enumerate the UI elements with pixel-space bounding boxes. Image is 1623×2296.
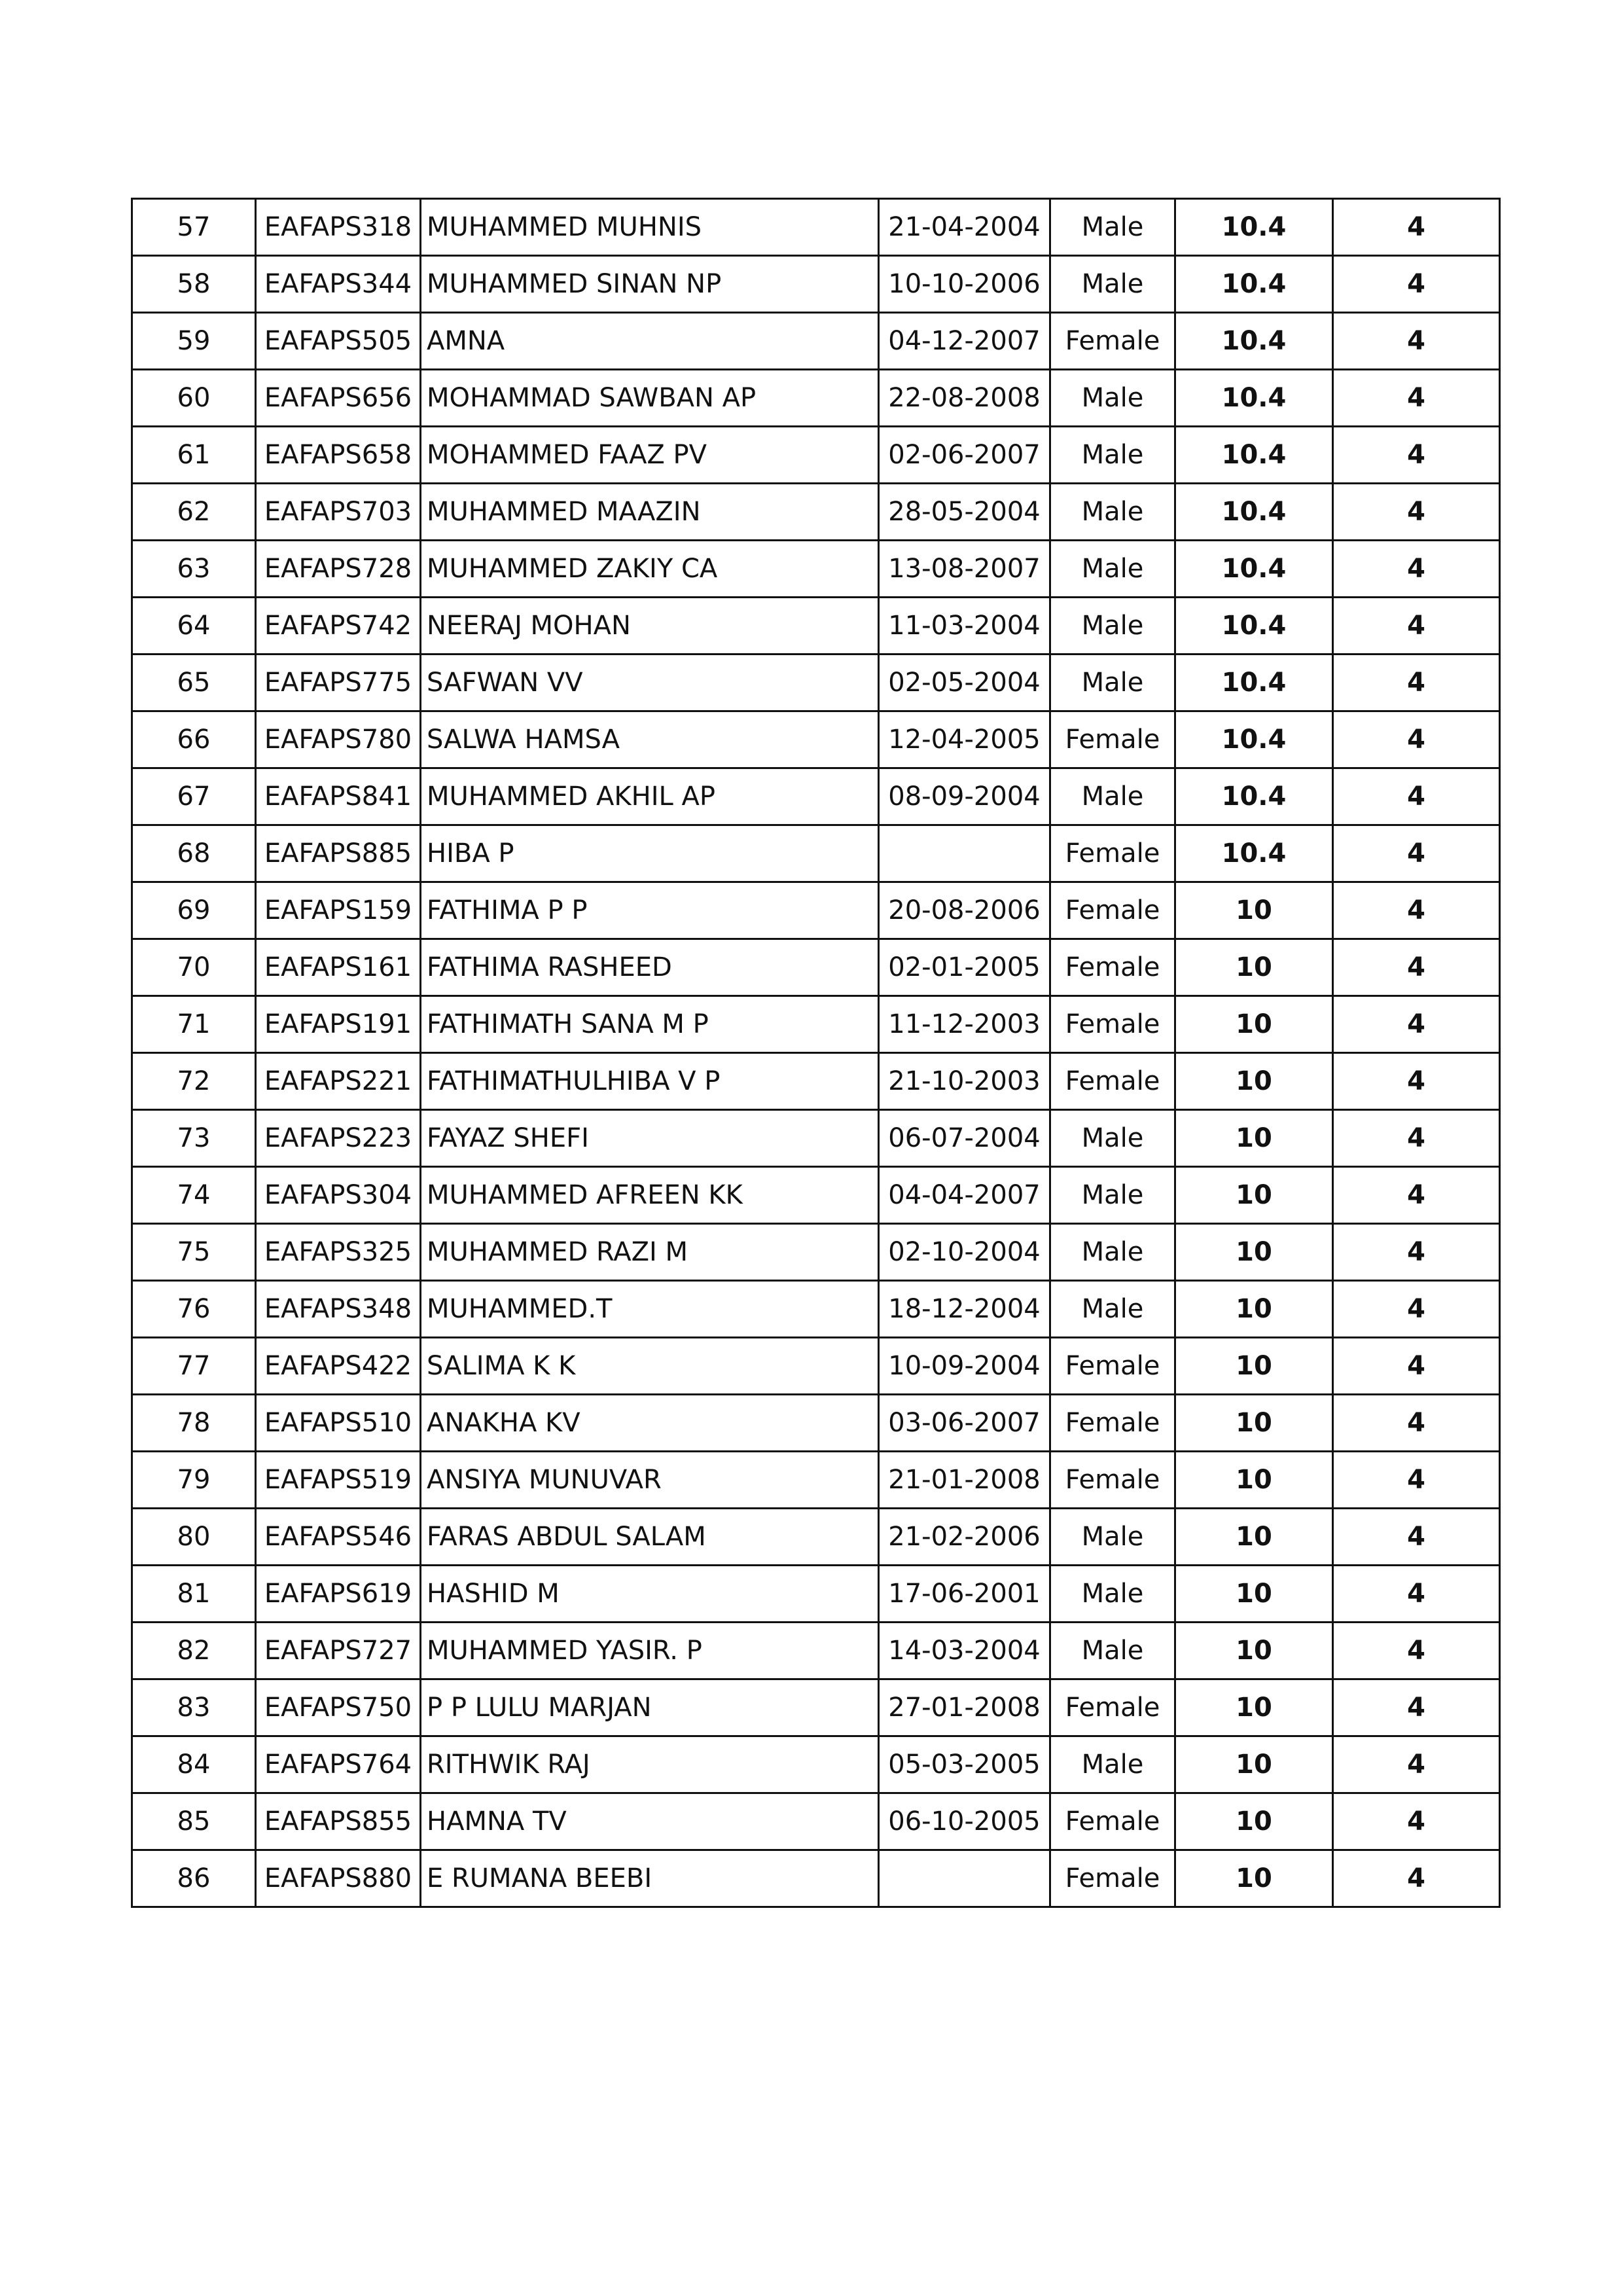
table-row [132, 1623, 1500, 1679]
gender-cell: Male [1050, 427, 1175, 484]
table-row [132, 1509, 1500, 1566]
rank-cell: 4 [1333, 1395, 1500, 1452]
gender-cell: Male [1050, 1167, 1175, 1224]
candidate-name-cell: ANAKHA KV [421, 1395, 879, 1452]
candidate-name-cell: MUHAMMED AKHIL AP [421, 768, 879, 825]
gender-cell: Male [1050, 1623, 1175, 1679]
table-row [132, 427, 1500, 484]
candidate-name-cell: SAFWAN VV [421, 655, 879, 711]
candidate-name-cell: P P LULU MARJAN [421, 1679, 879, 1736]
application-id-cell: EAFAPS855 [256, 1793, 421, 1850]
application-id-cell: EAFAPS318 [256, 199, 421, 256]
rank-cell: 4 [1333, 427, 1500, 484]
date-of-birth-cell: 04-12-2007 [879, 313, 1050, 370]
score-cell: 10 [1175, 1053, 1333, 1110]
rank-cell: 4 [1333, 939, 1500, 996]
date-of-birth-cell: 22-08-2008 [879, 370, 1050, 427]
score-cell: 10 [1175, 1736, 1333, 1793]
serial-number-cell: 63 [132, 541, 256, 598]
table-row [132, 1452, 1500, 1509]
rank-cell: 4 [1333, 256, 1500, 313]
gender-cell: Female [1050, 825, 1175, 882]
gender-cell: Male [1050, 1509, 1175, 1566]
candidate-name-cell: SALWA HAMSA [421, 711, 879, 768]
serial-number-cell: 73 [132, 1110, 256, 1167]
table-row [132, 1395, 1500, 1452]
application-id-cell: EAFAPS658 [256, 427, 421, 484]
application-id-cell: EAFAPS344 [256, 256, 421, 313]
rank-cell: 4 [1333, 1053, 1500, 1110]
rank-cell: 4 [1333, 1793, 1500, 1850]
score-cell: 10 [1175, 996, 1333, 1053]
gender-cell: Female [1050, 1053, 1175, 1110]
serial-number-cell: 74 [132, 1167, 256, 1224]
score-cell: 10 [1175, 882, 1333, 939]
serial-number-cell: 71 [132, 996, 256, 1053]
gender-cell: Male [1050, 484, 1175, 541]
score-cell: 10 [1175, 1566, 1333, 1623]
date-of-birth-cell: 08-09-2004 [879, 768, 1050, 825]
application-id-cell: EAFAPS325 [256, 1224, 421, 1281]
score-cell: 10 [1175, 1110, 1333, 1167]
results-table [131, 198, 1501, 1908]
date-of-birth-cell [879, 1850, 1050, 1907]
candidate-name-cell: FARAS ABDUL SALAM [421, 1509, 879, 1566]
gender-cell: Male [1050, 598, 1175, 655]
gender-cell: Female [1050, 313, 1175, 370]
gender-cell: Female [1050, 1679, 1175, 1736]
rank-cell: 4 [1333, 1224, 1500, 1281]
rank-cell: 4 [1333, 882, 1500, 939]
gender-cell: Male [1050, 199, 1175, 256]
score-cell: 10 [1175, 1224, 1333, 1281]
score-cell: 10 [1175, 1281, 1333, 1338]
serial-number-cell: 67 [132, 768, 256, 825]
candidate-name-cell: ANSIYA MUNUVAR [421, 1452, 879, 1509]
serial-number-cell: 81 [132, 1566, 256, 1623]
table-row [132, 825, 1500, 882]
score-cell: 10.4 [1175, 427, 1333, 484]
table-row [132, 256, 1500, 313]
application-id-cell: EAFAPS880 [256, 1850, 421, 1907]
gender-cell: Female [1050, 711, 1175, 768]
rank-cell: 4 [1333, 541, 1500, 598]
candidate-name-cell: MUHAMMED AFREEN KK [421, 1167, 879, 1224]
table-row [132, 939, 1500, 996]
score-cell: 10.4 [1175, 256, 1333, 313]
gender-cell: Male [1050, 768, 1175, 825]
date-of-birth-cell: 04-04-2007 [879, 1167, 1050, 1224]
rank-cell: 4 [1333, 313, 1500, 370]
candidate-name-cell: MOHAMMED FAAZ PV [421, 427, 879, 484]
candidate-name-cell: NEERAJ MOHAN [421, 598, 879, 655]
candidate-name-cell: MUHAMMED.T [421, 1281, 879, 1338]
table-row [132, 1053, 1500, 1110]
serial-number-cell: 72 [132, 1053, 256, 1110]
gender-cell: Female [1050, 882, 1175, 939]
table-row [132, 598, 1500, 655]
table-row [132, 1793, 1500, 1850]
gender-cell: Male [1050, 1224, 1175, 1281]
date-of-birth-cell: 02-05-2004 [879, 655, 1050, 711]
serial-number-cell: 60 [132, 370, 256, 427]
application-id-cell: EAFAPS656 [256, 370, 421, 427]
table-row [132, 1224, 1500, 1281]
rank-cell: 4 [1333, 1452, 1500, 1509]
table-row [132, 711, 1500, 768]
table-row [132, 1850, 1500, 1907]
serial-number-cell: 77 [132, 1338, 256, 1395]
gender-cell: Male [1050, 1566, 1175, 1623]
table-row [132, 541, 1500, 598]
rank-cell: 4 [1333, 199, 1500, 256]
application-id-cell: EAFAPS223 [256, 1110, 421, 1167]
application-id-cell: EAFAPS728 [256, 541, 421, 598]
score-cell: 10.4 [1175, 655, 1333, 711]
rank-cell: 4 [1333, 484, 1500, 541]
candidate-name-cell: FATHIMA P P [421, 882, 879, 939]
rank-cell: 4 [1333, 1338, 1500, 1395]
candidate-name-cell: SALIMA K K [421, 1338, 879, 1395]
table-row [132, 768, 1500, 825]
application-id-cell: EAFAPS422 [256, 1338, 421, 1395]
candidate-name-cell: HIBA P [421, 825, 879, 882]
rank-cell: 4 [1333, 1566, 1500, 1623]
gender-cell: Female [1050, 1395, 1175, 1452]
rank-cell: 4 [1333, 1736, 1500, 1793]
application-id-cell: EAFAPS703 [256, 484, 421, 541]
date-of-birth-cell: 14-03-2004 [879, 1623, 1050, 1679]
application-id-cell: EAFAPS159 [256, 882, 421, 939]
candidate-name-cell: FATHIMATH SANA M P [421, 996, 879, 1053]
score-cell: 10.4 [1175, 199, 1333, 256]
serial-number-cell: 76 [132, 1281, 256, 1338]
score-cell: 10 [1175, 1793, 1333, 1850]
serial-number-cell: 75 [132, 1224, 256, 1281]
rank-cell: 4 [1333, 370, 1500, 427]
candidate-name-cell: MOHAMMAD SAWBAN AP [421, 370, 879, 427]
table-row [132, 370, 1500, 427]
table-row [132, 996, 1500, 1053]
score-cell: 10.4 [1175, 711, 1333, 768]
gender-cell: Male [1050, 1736, 1175, 1793]
score-cell: 10.4 [1175, 484, 1333, 541]
date-of-birth-cell: 21-04-2004 [879, 199, 1050, 256]
application-id-cell: EAFAPS546 [256, 1509, 421, 1566]
score-cell: 10 [1175, 1850, 1333, 1907]
score-cell: 10.4 [1175, 370, 1333, 427]
score-cell: 10.4 [1175, 825, 1333, 882]
results-sheet [131, 198, 1499, 1908]
candidate-name-cell: MUHAMMED ZAKIY CA [421, 541, 879, 598]
table-row [132, 655, 1500, 711]
application-id-cell: EAFAPS510 [256, 1395, 421, 1452]
table-row [132, 1338, 1500, 1395]
serial-number-cell: 62 [132, 484, 256, 541]
gender-cell: Female [1050, 939, 1175, 996]
rank-cell: 4 [1333, 1509, 1500, 1566]
date-of-birth-cell: 03-06-2007 [879, 1395, 1050, 1452]
date-of-birth-cell: 18-12-2004 [879, 1281, 1050, 1338]
application-id-cell: EAFAPS750 [256, 1679, 421, 1736]
application-id-cell: EAFAPS742 [256, 598, 421, 655]
serial-number-cell: 83 [132, 1679, 256, 1736]
application-id-cell: EAFAPS221 [256, 1053, 421, 1110]
rank-cell: 4 [1333, 655, 1500, 711]
gender-cell: Male [1050, 541, 1175, 598]
candidate-name-cell: MUHAMMED MUHNIS [421, 199, 879, 256]
rank-cell: 4 [1333, 1167, 1500, 1224]
gender-cell: Male [1050, 655, 1175, 711]
table-row [132, 199, 1500, 256]
score-cell: 10.4 [1175, 313, 1333, 370]
serial-number-cell: 58 [132, 256, 256, 313]
rank-cell: 4 [1333, 768, 1500, 825]
application-id-cell: EAFAPS191 [256, 996, 421, 1053]
application-id-cell: EAFAPS619 [256, 1566, 421, 1623]
candidate-name-cell: FATHIMA RASHEED [421, 939, 879, 996]
serial-number-cell: 64 [132, 598, 256, 655]
gender-cell: Male [1050, 1281, 1175, 1338]
table-row [132, 484, 1500, 541]
table-row [132, 313, 1500, 370]
date-of-birth-cell: 17-06-2001 [879, 1566, 1050, 1623]
score-cell: 10 [1175, 1167, 1333, 1224]
date-of-birth-cell: 10-09-2004 [879, 1338, 1050, 1395]
gender-cell: Female [1050, 1338, 1175, 1395]
score-cell: 10 [1175, 1509, 1333, 1566]
candidate-name-cell: MUHAMMED MAAZIN [421, 484, 879, 541]
candidate-name-cell: MUHAMMED YASIR. P [421, 1623, 879, 1679]
candidate-name-cell: HAMNA TV [421, 1793, 879, 1850]
application-id-cell: EAFAPS764 [256, 1736, 421, 1793]
application-id-cell: EAFAPS727 [256, 1623, 421, 1679]
date-of-birth-cell: 12-04-2005 [879, 711, 1050, 768]
score-cell: 10 [1175, 939, 1333, 996]
table-row [132, 1167, 1500, 1224]
score-cell: 10 [1175, 1679, 1333, 1736]
rank-cell: 4 [1333, 1623, 1500, 1679]
rank-cell: 4 [1333, 996, 1500, 1053]
date-of-birth-cell: 05-03-2005 [879, 1736, 1050, 1793]
serial-number-cell: 69 [132, 882, 256, 939]
candidate-name-cell: RITHWIK RAJ [421, 1736, 879, 1793]
date-of-birth-cell: 06-10-2005 [879, 1793, 1050, 1850]
date-of-birth-cell: 10-10-2006 [879, 256, 1050, 313]
serial-number-cell: 59 [132, 313, 256, 370]
serial-number-cell: 82 [132, 1623, 256, 1679]
score-cell: 10 [1175, 1338, 1333, 1395]
rank-cell: 4 [1333, 1850, 1500, 1907]
date-of-birth-cell: 02-10-2004 [879, 1224, 1050, 1281]
application-id-cell: EAFAPS519 [256, 1452, 421, 1509]
table-row [132, 1679, 1500, 1736]
serial-number-cell: 57 [132, 199, 256, 256]
serial-number-cell: 78 [132, 1395, 256, 1452]
application-id-cell: EAFAPS304 [256, 1167, 421, 1224]
serial-number-cell: 61 [132, 427, 256, 484]
table-row [132, 882, 1500, 939]
rank-cell: 4 [1333, 1281, 1500, 1338]
date-of-birth-cell: 21-02-2006 [879, 1509, 1050, 1566]
serial-number-cell: 70 [132, 939, 256, 996]
date-of-birth-cell: 02-01-2005 [879, 939, 1050, 996]
rank-cell: 4 [1333, 825, 1500, 882]
score-cell: 10 [1175, 1395, 1333, 1452]
application-id-cell: EAFAPS161 [256, 939, 421, 996]
application-id-cell: EAFAPS505 [256, 313, 421, 370]
serial-number-cell: 85 [132, 1793, 256, 1850]
application-id-cell: EAFAPS348 [256, 1281, 421, 1338]
application-id-cell: EAFAPS780 [256, 711, 421, 768]
table-row [132, 1566, 1500, 1623]
rank-cell: 4 [1333, 598, 1500, 655]
gender-cell: Female [1050, 1452, 1175, 1509]
serial-number-cell: 68 [132, 825, 256, 882]
candidate-name-cell: HASHID M [421, 1566, 879, 1623]
date-of-birth-cell [879, 825, 1050, 882]
gender-cell: Male [1050, 256, 1175, 313]
score-cell: 10.4 [1175, 768, 1333, 825]
serial-number-cell: 79 [132, 1452, 256, 1509]
gender-cell: Female [1050, 996, 1175, 1053]
date-of-birth-cell: 20-08-2006 [879, 882, 1050, 939]
score-cell: 10 [1175, 1623, 1333, 1679]
candidate-name-cell: MUHAMMED SINAN NP [421, 256, 879, 313]
candidate-name-cell: FATHIMATHULHIBA V P [421, 1053, 879, 1110]
gender-cell: Female [1050, 1793, 1175, 1850]
gender-cell: Female [1050, 1850, 1175, 1907]
rank-cell: 4 [1333, 711, 1500, 768]
serial-number-cell: 84 [132, 1736, 256, 1793]
date-of-birth-cell: 21-01-2008 [879, 1452, 1050, 1509]
score-cell: 10.4 [1175, 541, 1333, 598]
rank-cell: 4 [1333, 1679, 1500, 1736]
candidate-name-cell: MUHAMMED RAZI M [421, 1224, 879, 1281]
table-row [132, 1736, 1500, 1793]
candidate-name-cell: AMNA [421, 313, 879, 370]
date-of-birth-cell: 06-07-2004 [879, 1110, 1050, 1167]
serial-number-cell: 65 [132, 655, 256, 711]
application-id-cell: EAFAPS885 [256, 825, 421, 882]
rank-cell: 4 [1333, 1110, 1500, 1167]
application-id-cell: EAFAPS841 [256, 768, 421, 825]
table-row [132, 1110, 1500, 1167]
serial-number-cell: 66 [132, 711, 256, 768]
candidate-name-cell: FAYAZ SHEFI [421, 1110, 879, 1167]
gender-cell: Male [1050, 1110, 1175, 1167]
date-of-birth-cell: 28-05-2004 [879, 484, 1050, 541]
candidate-name-cell: E RUMANA BEEBI [421, 1850, 879, 1907]
date-of-birth-cell: 13-08-2007 [879, 541, 1050, 598]
date-of-birth-cell: 21-10-2003 [879, 1053, 1050, 1110]
serial-number-cell: 80 [132, 1509, 256, 1566]
date-of-birth-cell: 11-03-2004 [879, 598, 1050, 655]
date-of-birth-cell: 11-12-2003 [879, 996, 1050, 1053]
results-table-body [132, 199, 1500, 1907]
serial-number-cell: 86 [132, 1850, 256, 1907]
table-row [132, 1281, 1500, 1338]
date-of-birth-cell: 27-01-2008 [879, 1679, 1050, 1736]
score-cell: 10.4 [1175, 598, 1333, 655]
date-of-birth-cell: 02-06-2007 [879, 427, 1050, 484]
application-id-cell: EAFAPS775 [256, 655, 421, 711]
gender-cell: Male [1050, 370, 1175, 427]
score-cell: 10 [1175, 1452, 1333, 1509]
